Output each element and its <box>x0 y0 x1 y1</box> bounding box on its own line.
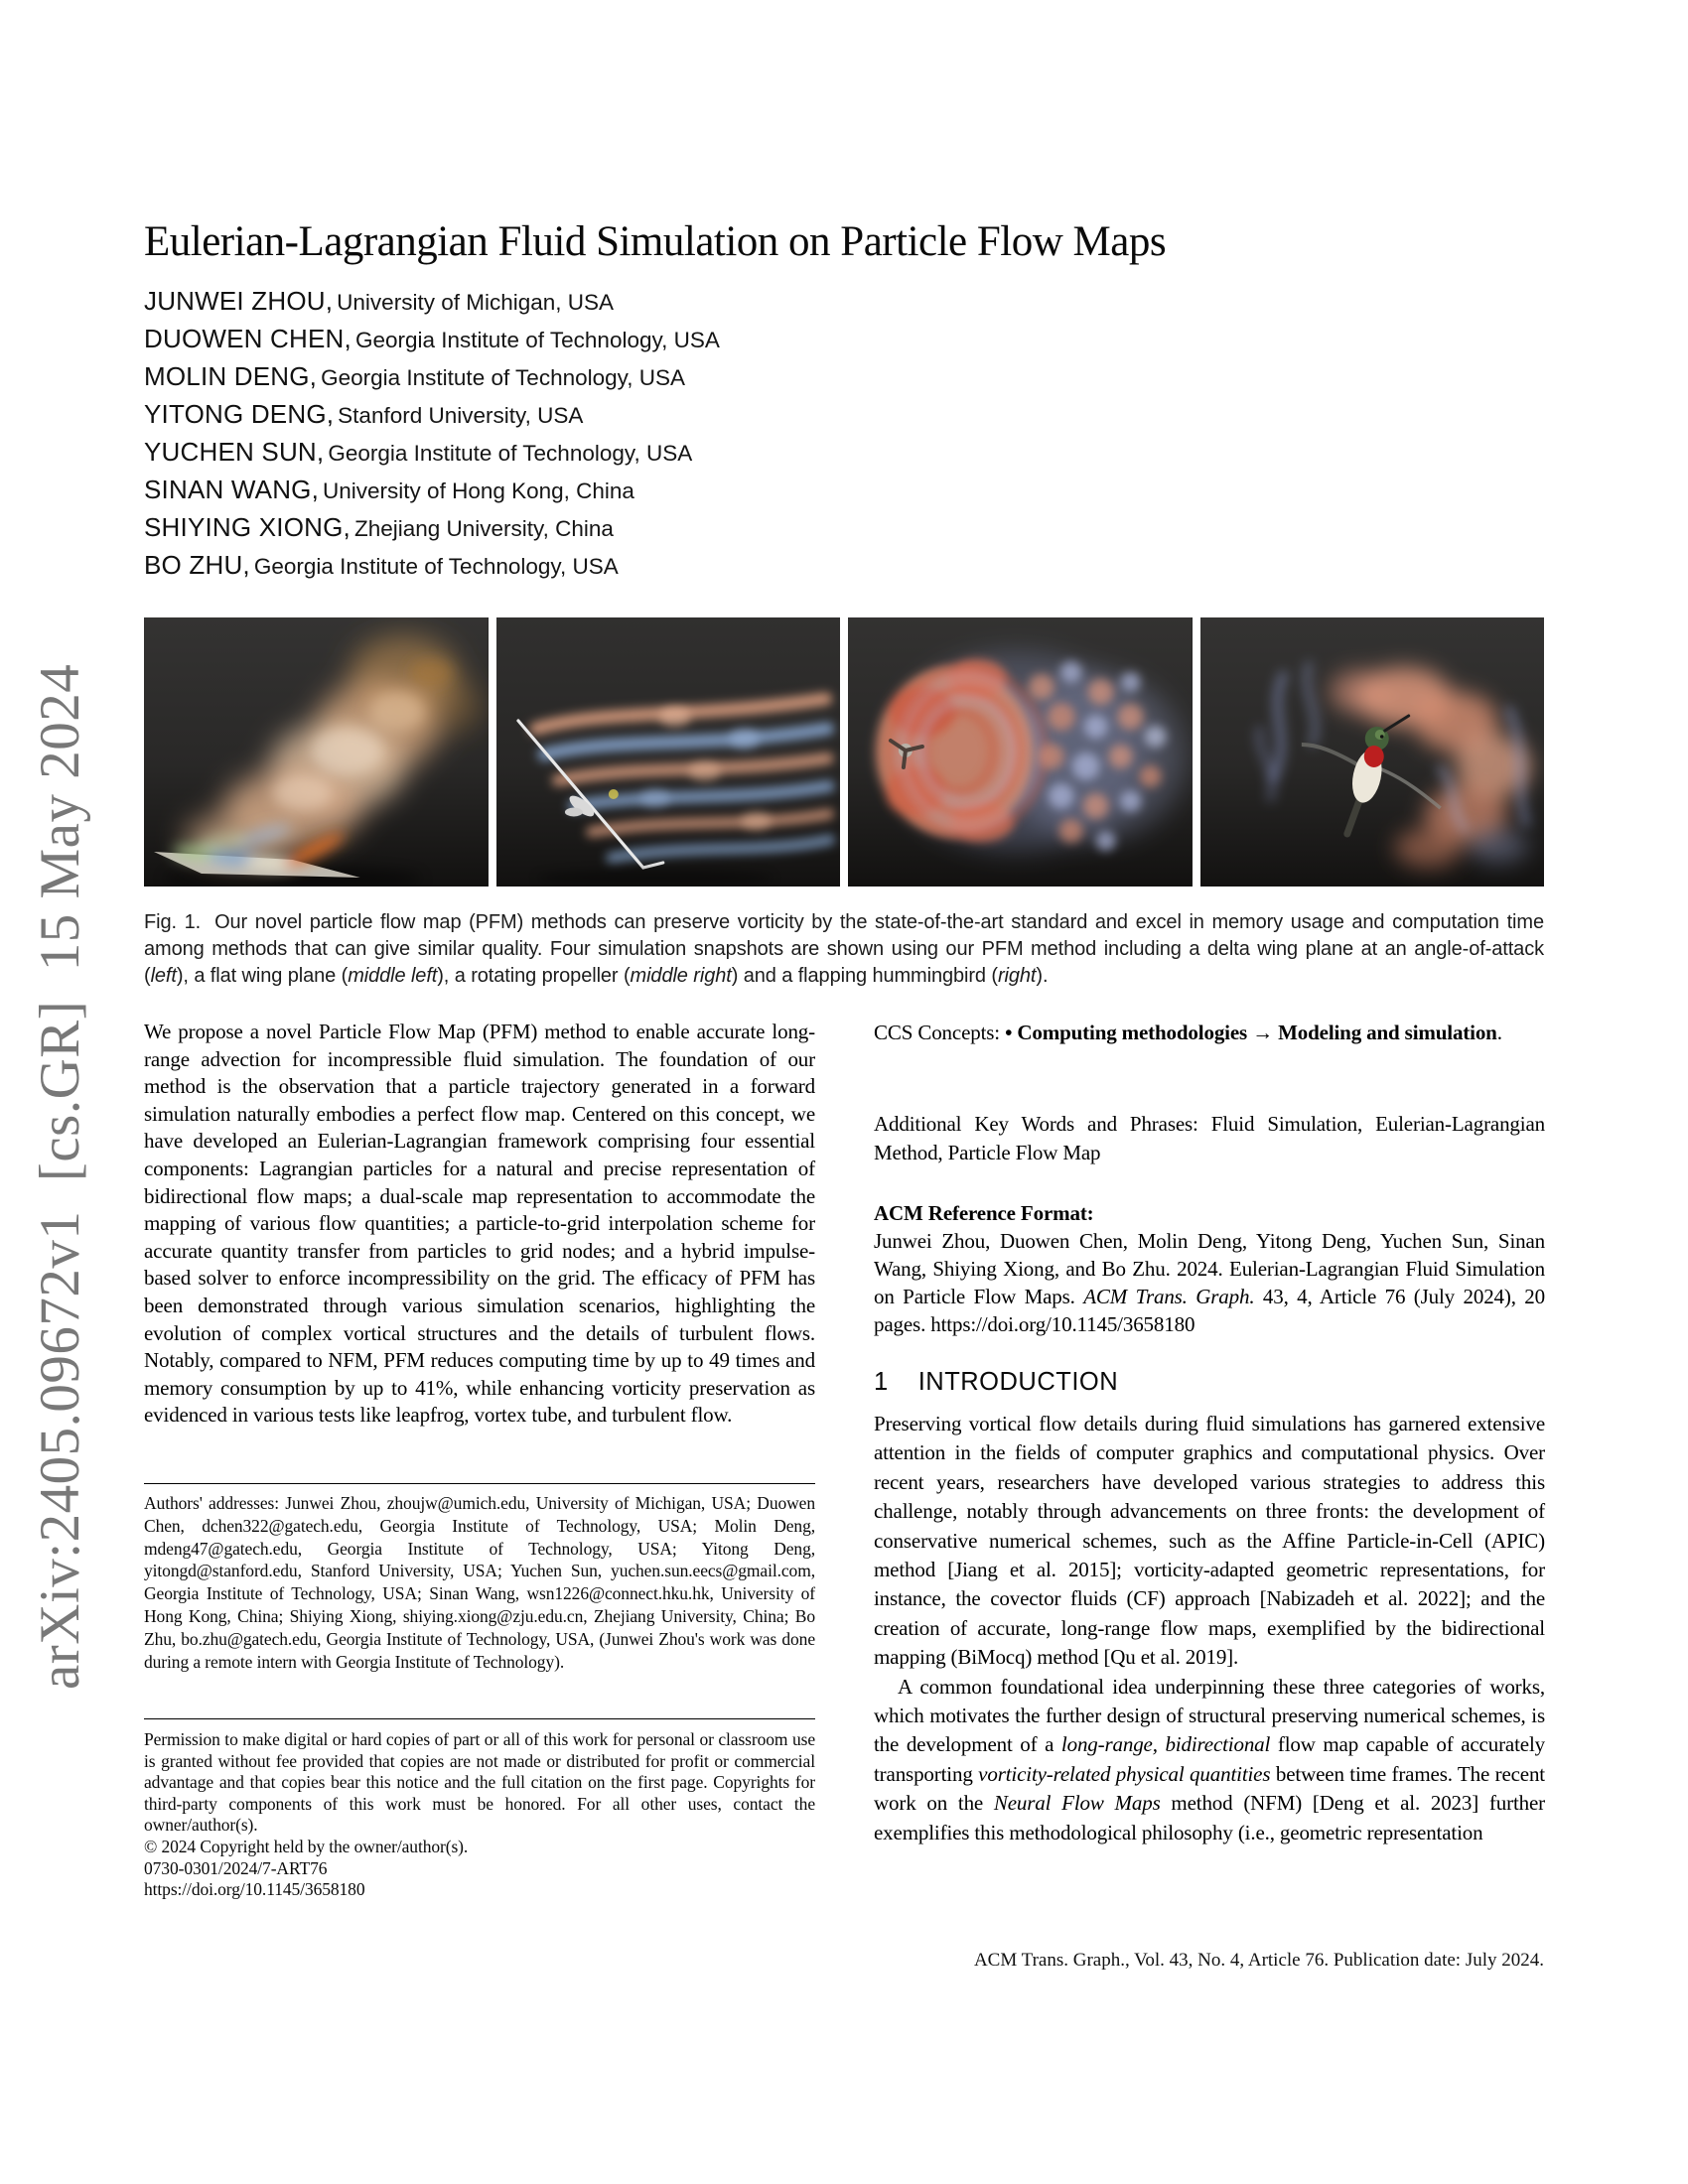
section-title: INTRODUCTION <box>917 1368 1119 1396</box>
authors-addresses: Authors' addresses: Junwei Zhou, zhoujw@umich.edu, University of Michigan, USA; Duowen Chen, dchen322@gatech.edu, Georgia Institute of Technology, USA; Molin Deng, mdeng47@gatech.edu, Georgia Institute of Technology, USA; Yitong Deng, yitongd@stanford.edu, Stanford University, USA; Yuchen Sun, yuchen.sun.eecs@gmail.com, Georgia Institute of Technology, USA; Sinan Wang, wsn1226@connect.hku.hk, University of Hong Kong, China; Shiying Xiong, shiying.xiong@zju.edu.cn, Zhejiang University, China; Bo Zhu, bo.zhu@gatech.edu, Georgia Institute of Technology, USA, (Junwei Zhou's work was done during a remote intern with Georgia Institute of Technology). <box>144 1493 815 1672</box>
permission-rule <box>144 1718 815 1719</box>
author-name: JUNWEI ZHOU, <box>144 286 334 316</box>
acm-reference <box>874 1199 1545 1338</box>
author-affiliation: University of Michigan, USA <box>337 290 615 315</box>
keywords: Additional Key Words and Phrases: Fluid Simulation, Eulerian-Lagrangian Method, Particle Flow Map <box>874 1112 1545 1164</box>
section-heading-introduction <box>874 1368 1118 1397</box>
author-affiliation: Georgia Institute of Technology, USA <box>354 328 720 352</box>
author-row <box>144 433 720 471</box>
author-name: YUCHEN SUN, <box>144 437 325 467</box>
issn-line: 0730-0301/2024/7-ART76 <box>144 1857 328 1878</box>
section-number: 1 <box>874 1368 889 1396</box>
intro-p2-text: method (NFM) [Deng et al. 2023] further exemplifies this methodological philosophy (i.e., geometric representation <box>874 1791 1545 1844</box>
intro-p2-em: Neural Flow Maps <box>993 1791 1161 1816</box>
abstract: We propose a novel Particle Flow Map (PFM) method to enable accurate long-range advection for incompressible fluid simulation. The foundation of our method is the observation that a particle trajectory generated in a forward simulation naturally embodies a perfect flow map. Centered on this concept, we have developed an Eulerian-Lagrangian framework comprising four essential components: Lagrangian particles for a natural and precise representation of bidirectional flow maps; a dual-scale map representation to accommodate the mapping of various flow quantities; a particle-to-grid interpolation scheme for accurate quantity transfer from particles to grid nodes; and a hybrid impulse-based solver to enforce incompressibility on the grid. The efficacy of PFM has been demonstrated through various simulation scenarios, highlighting the evolution of complex vortical structures and the details of turbulent flows. Notably, compared to NFM, PFM reduces computing time by up to 49 times and memory consumption by up to 41%, while enhancing vorticity preservation as evidenced in various tests like leapfrog, vortex tube, and turbulent flow. <box>144 1020 815 1428</box>
ccs-concept: • Computing methodologies → Modeling and simulation <box>1005 1021 1497 1044</box>
author-row <box>144 282 720 320</box>
intro-p2-text: flow map capable of accurately transporting <box>874 1732 1545 1786</box>
author-name: SINAN WANG, <box>144 475 320 504</box>
author-name: YITONG DENG, <box>144 399 335 429</box>
figure-caption-text: ), a rotating propeller ( <box>437 965 631 987</box>
acm-reference-authors: Junwei Zhou, Duowen Chen, Molin Deng, Yitong Deng, Yuchen Sun, Sinan Wang, Shiying Xiong, and Bo Zhu. 2024. Eulerian-Lagrangian Fluid Simulation on Particle Flow Maps. <box>874 1229 1545 1308</box>
permission-text: Permission to make digital or hard copies of part or all of this work for personal or classroom use is granted without fee provided that copies are not made or distributed for profit or commercial advantage and that copies bear this notice and the full citation on the first page. Copyrights for third-party components of this work must be honored. For all other uses, contact the owner/author(s). <box>144 1729 815 1836</box>
author-row <box>144 471 720 508</box>
ccs-concepts <box>874 1019 1545 1047</box>
figure-panel-propeller <box>848 617 1193 887</box>
footnote-rule <box>144 1483 815 1484</box>
flat-wing-simulation-image <box>496 617 841 887</box>
figure-panel-delta-wing <box>144 617 489 887</box>
intro-p2-em: long-range, bidirectional <box>1060 1732 1271 1757</box>
author-name: MOLIN DENG, <box>144 361 318 391</box>
author-row <box>144 508 720 546</box>
figure-caption-tag: Fig. 1. <box>144 911 202 933</box>
figure-panel-flat-wing <box>496 617 841 887</box>
doi-link[interactable]: https://doi.org/10.1145/3658180 <box>144 1879 365 1900</box>
author-row <box>144 357 720 395</box>
acm-reference-issue: 43, 4, Article 76 (July 2024), 20 pages. <box>874 1285 1545 1336</box>
author-affiliation: Georgia Institute of Technology, USA <box>253 554 619 579</box>
ccs-prefix: CCS Concepts: <box>874 1021 1006 1044</box>
intro-p2-text: A common foundational idea underpinning these three categories of works, which motivates the further design of structural preserving numerical schemes, is the development of a <box>874 1674 1545 1757</box>
figure-panel-hummingbird <box>1200 617 1545 887</box>
author-list <box>144 282 720 584</box>
author-affiliation: Zhejiang University, China <box>353 516 614 541</box>
figure-caption <box>144 909 1544 990</box>
author-name: SHIYING XIONG, <box>144 512 351 542</box>
acm-reference-journal: ACM Trans. Graph. <box>1083 1285 1255 1308</box>
author-name: BO ZHU, <box>144 550 250 580</box>
acm-reference-heading: ACM Reference Format: <box>874 1201 1094 1225</box>
doi-link[interactable]: https://doi.org/10.1145/3658180 <box>930 1312 1196 1336</box>
figure-caption-text: Our novel particle flow map (PFM) methods can preserve vorticity by the state-of-the-art standard and excel in memory usage and computation time among methods that can give similar quality. Four simulation snapshots are shown using our PFM method including a delta wing plane at an angle-of-attack ( <box>144 911 1544 987</box>
page-title: Eulerian-Lagrangian Fluid Simulation on Particle Flow Maps <box>144 217 1167 265</box>
hummingbird-simulation-image <box>1200 617 1545 887</box>
figure-caption-em: middle left <box>348 965 438 987</box>
author-affiliation: Stanford University, USA <box>338 403 584 428</box>
figure-caption-em: middle right <box>630 965 732 987</box>
page-footer: ACM Trans. Graph., Vol. 43, No. 4, Article 76. Publication date: July 2024. <box>973 1950 1544 1971</box>
author-affiliation: University of Hong Kong, China <box>323 478 634 503</box>
copyright-line: © 2024 Copyright held by the owner/author(s). <box>144 1836 469 1856</box>
intro-p2-em: vorticity-related physical quantities <box>978 1761 1271 1786</box>
figure-caption-em: right <box>997 965 1037 987</box>
author-name: DUOWEN CHEN, <box>144 324 352 353</box>
introduction-text <box>874 1410 1545 1847</box>
propeller-simulation-image <box>848 617 1193 887</box>
figure-caption-em: left <box>150 965 177 987</box>
figure-caption-text: ) and a flapping hummingbird ( <box>731 965 998 987</box>
figure-caption-text: ), a flat wing plane ( <box>176 965 349 987</box>
acm-reference-text <box>874 1227 1545 1338</box>
figure-caption-text: ). <box>1036 965 1049 987</box>
permission-block <box>144 1729 815 1901</box>
intro-paragraph-1: Preserving vortical flow details during fluid simulations has garnered extensive attention in the fields of computer graphics and computational physics. Over recent years, researchers have developed various strategies to address this challenge, notably through advancements on three fronts: the development of conservative numerical schemes, such as the Affine Particle-in-Cell (APIC) method [Jiang et al. 2015]; vorticity-adapted geometric representations, for instance, the covector fluids (CF) approach [Nabizadeh et al. 2022]; and the creation of accurate, long-range flow maps, exemplified by the bidirectional mapping (BiMocq) method [Qu et al. 2019]. <box>874 1412 1545 1670</box>
author-row <box>144 320 720 357</box>
figure-1 <box>144 617 1544 887</box>
ccs-suffix: . <box>1496 1021 1502 1044</box>
intro-p2-text: between time frames. The recent work on the <box>874 1761 1545 1816</box>
author-row <box>144 395 720 433</box>
intro-paragraph-2 <box>874 1673 1545 1847</box>
arxiv-stamp: arXiv:2405.09672v1 [cs.GR] 15 May 2024 <box>29 663 91 1690</box>
author-row <box>144 546 720 584</box>
delta-wing-simulation-image <box>144 617 489 887</box>
author-affiliation: Georgia Institute of Technology, USA <box>328 441 693 466</box>
author-affiliation: Georgia Institute of Technology, USA <box>321 365 685 390</box>
